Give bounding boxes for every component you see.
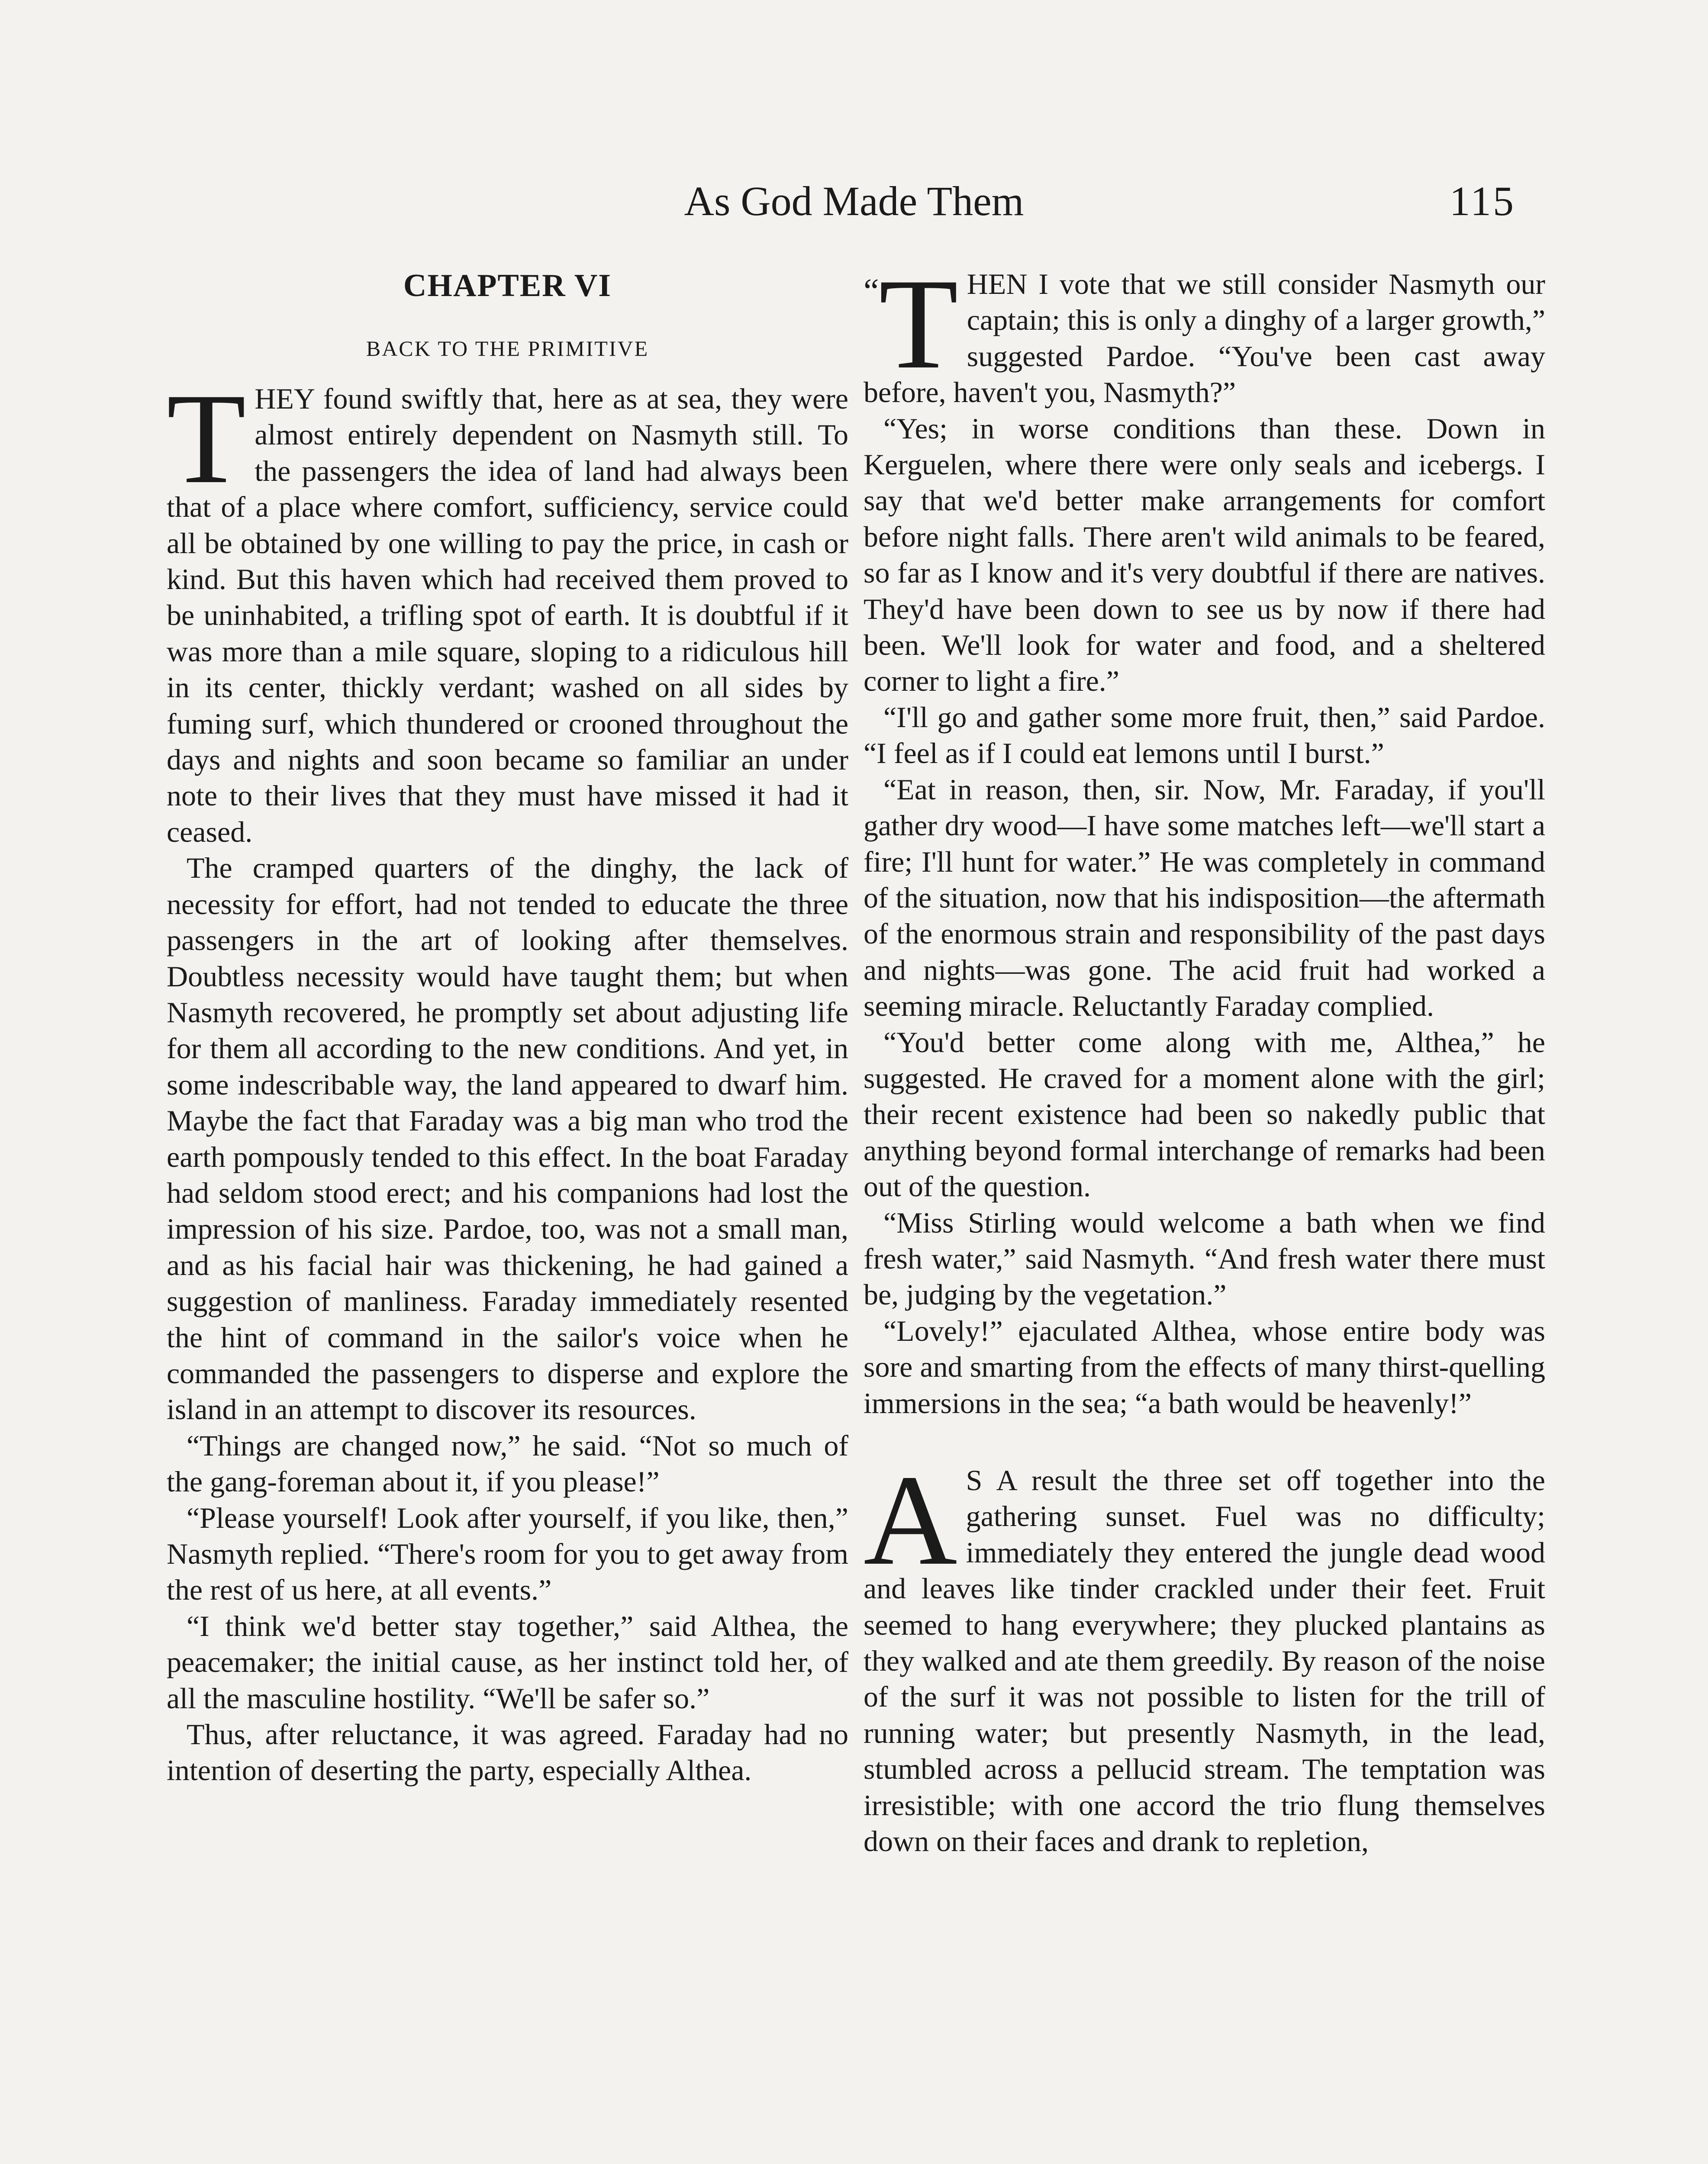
left-column	[167, 260, 848, 1789]
paragraph: “I'll go and gather some more fruit, then,” said Pardoe. “I feel as if I could eat lemons until I burst.”	[864, 700, 1545, 770]
section-break	[864, 1421, 1545, 1462]
drop-cap: T	[167, 367, 246, 510]
chapter-subtitle: BACK TO THE PRIMITIVE	[366, 336, 649, 361]
paragraph: “Please yourself! Look after yourself, if you like, then,” Nasmyth replied. “There's room for you to get away from the rest of us here, at all events.”	[167, 1501, 848, 1607]
right-column	[864, 252, 1545, 1859]
paragraph: The cramped quarters of the dinghy, the lack of necessity for effort, had not tended to educate the three passengers in the art of looking after themselves. Doubtless necessity would have taught them; but when Nasmyth recovered, he promptly set about adjusting life for them all according to the new conditions. And yet, in some indescribable way, the land appeared to dwarf him. Maybe the fact that Faraday was a big man who trod the earth pompously tended to this effect. In the boat Faraday had seldom stood erect; and his companions had lost the impression of his size. Pardoe, too, was not a small man, and as his facial hair was thickening, he had gained a suggestion of manliness. Faraday immediately resented the hint of command in the sailor's voice when he commanded the passengers to disperse and explore the island in an attempt to discover its resources.	[167, 851, 848, 1426]
paragraph: “Miss Stirling would welcome a bath when we find fresh water,” said Nasmyth. “And fresh water there must be, judging by the vegetation.”	[864, 1206, 1545, 1311]
paragraph	[864, 1448, 1545, 1859]
drop-cap: A	[864, 1448, 957, 1592]
paragraph-text: HEN I vote that we still consider Nasmyth our captain; this is only a dinghy of a larger growth,” suggested Pardoe. “You've been cast away before, haven't you, Nasmyth?”	[864, 267, 1545, 409]
opening-quote: “	[864, 272, 879, 310]
paragraph: “Eat in reason, then, sir. Now, Mr. Faraday, if you'll gather dry wood—I have some matches left—we'll start a fire; I'll hunt for water.” He was completely in command of the situation, now that his indisposition—the aftermath of the enormous strain and responsibility of the past days and nights—was gone. The acid fruit had worked a seeming miracle. Reluctantly Faraday complied.	[864, 773, 1545, 1023]
running-header-title: As God Made Them	[684, 178, 1024, 224]
paragraph-text: S A result the three set off together into the gathering sunset. Fuel was no difficulty; immediately they entered the jungle dead wood and leaves like tinder crackled under their feet. Fruit seemed to hang everywhere; they plucked plantains as they walked and ate them greedily. By reason of the noise of the surf it was not possible to listen for the trill of running water; but presently Nasmyth, in the lead, stumbled across a pellucid stream. The temptation was irresistible; with one accord the trio flung themselves down on their faces and drank to repletion,	[864, 1464, 1545, 1858]
drop-cap-letter: T	[879, 252, 958, 396]
chapter-title: CHAPTER VI	[403, 268, 612, 303]
paragraph: “I think we'd better stay together,” said Althea, the peacemaker; the initial cause, as her instinct told her, of all the masculine hostility. “We'll be safer so.”	[167, 1609, 848, 1715]
paragraph	[864, 252, 1545, 411]
drop-cap	[864, 252, 958, 396]
paragraph: “You'd better come along with me, Althea,” he suggested. He craved for a moment alone with the girl; their recent existence had been so nakedly public that anything beyond formal interchange of remarks had been out of the question.	[864, 1025, 1545, 1203]
paragraph	[167, 367, 848, 850]
paragraph: Thus, after reluctance, it was agreed. Faraday had no intention of deserting the party, especially Althea.	[167, 1718, 848, 1787]
page-number: 115	[1449, 178, 1515, 224]
paragraph-text: HEY found swiftly that, here as at sea, they were almost entirely dependent on Nasmyth still. To the passengers the idea of land had always been that of a place where comfort, sufficiency, service could all be obtained by one willing to pay the price, in cash or kind. But this haven which had received them proved to be uninhabited, a trifling spot of earth. It is doubtful if it was more than a mile square, sloping to a ridiculous hill in its center, thickly verdant; washed on all sides by fuming surf, which thundered or crooned throughout the days and nights and soon became so familiar an under note to their lives that they must have missed it had it ceased.	[167, 382, 848, 848]
paragraph: “Things are changed now,” he said. “Not so much of the gang-foreman about it, if you please!”	[167, 1429, 848, 1498]
paragraph: “Lovely!” ejaculated Althea, whose entire body was sore and smarting from the effects of many thirst-quelling immersions in the sea; “a bath would be heavenly!”	[864, 1314, 1545, 1420]
paragraph: “Yes; in worse conditions than these. Down in Kerguelen, where there were only seals and icebergs. I say that we'd better make arrangements for comfort before night falls. There aren't wild animals to be feared, so far as I know and it's very doubtful if there are natives. They'd have been down to see us by now if there had been. We'll look for water and food, and a sheltered corner to light a fire.”	[864, 412, 1545, 698]
